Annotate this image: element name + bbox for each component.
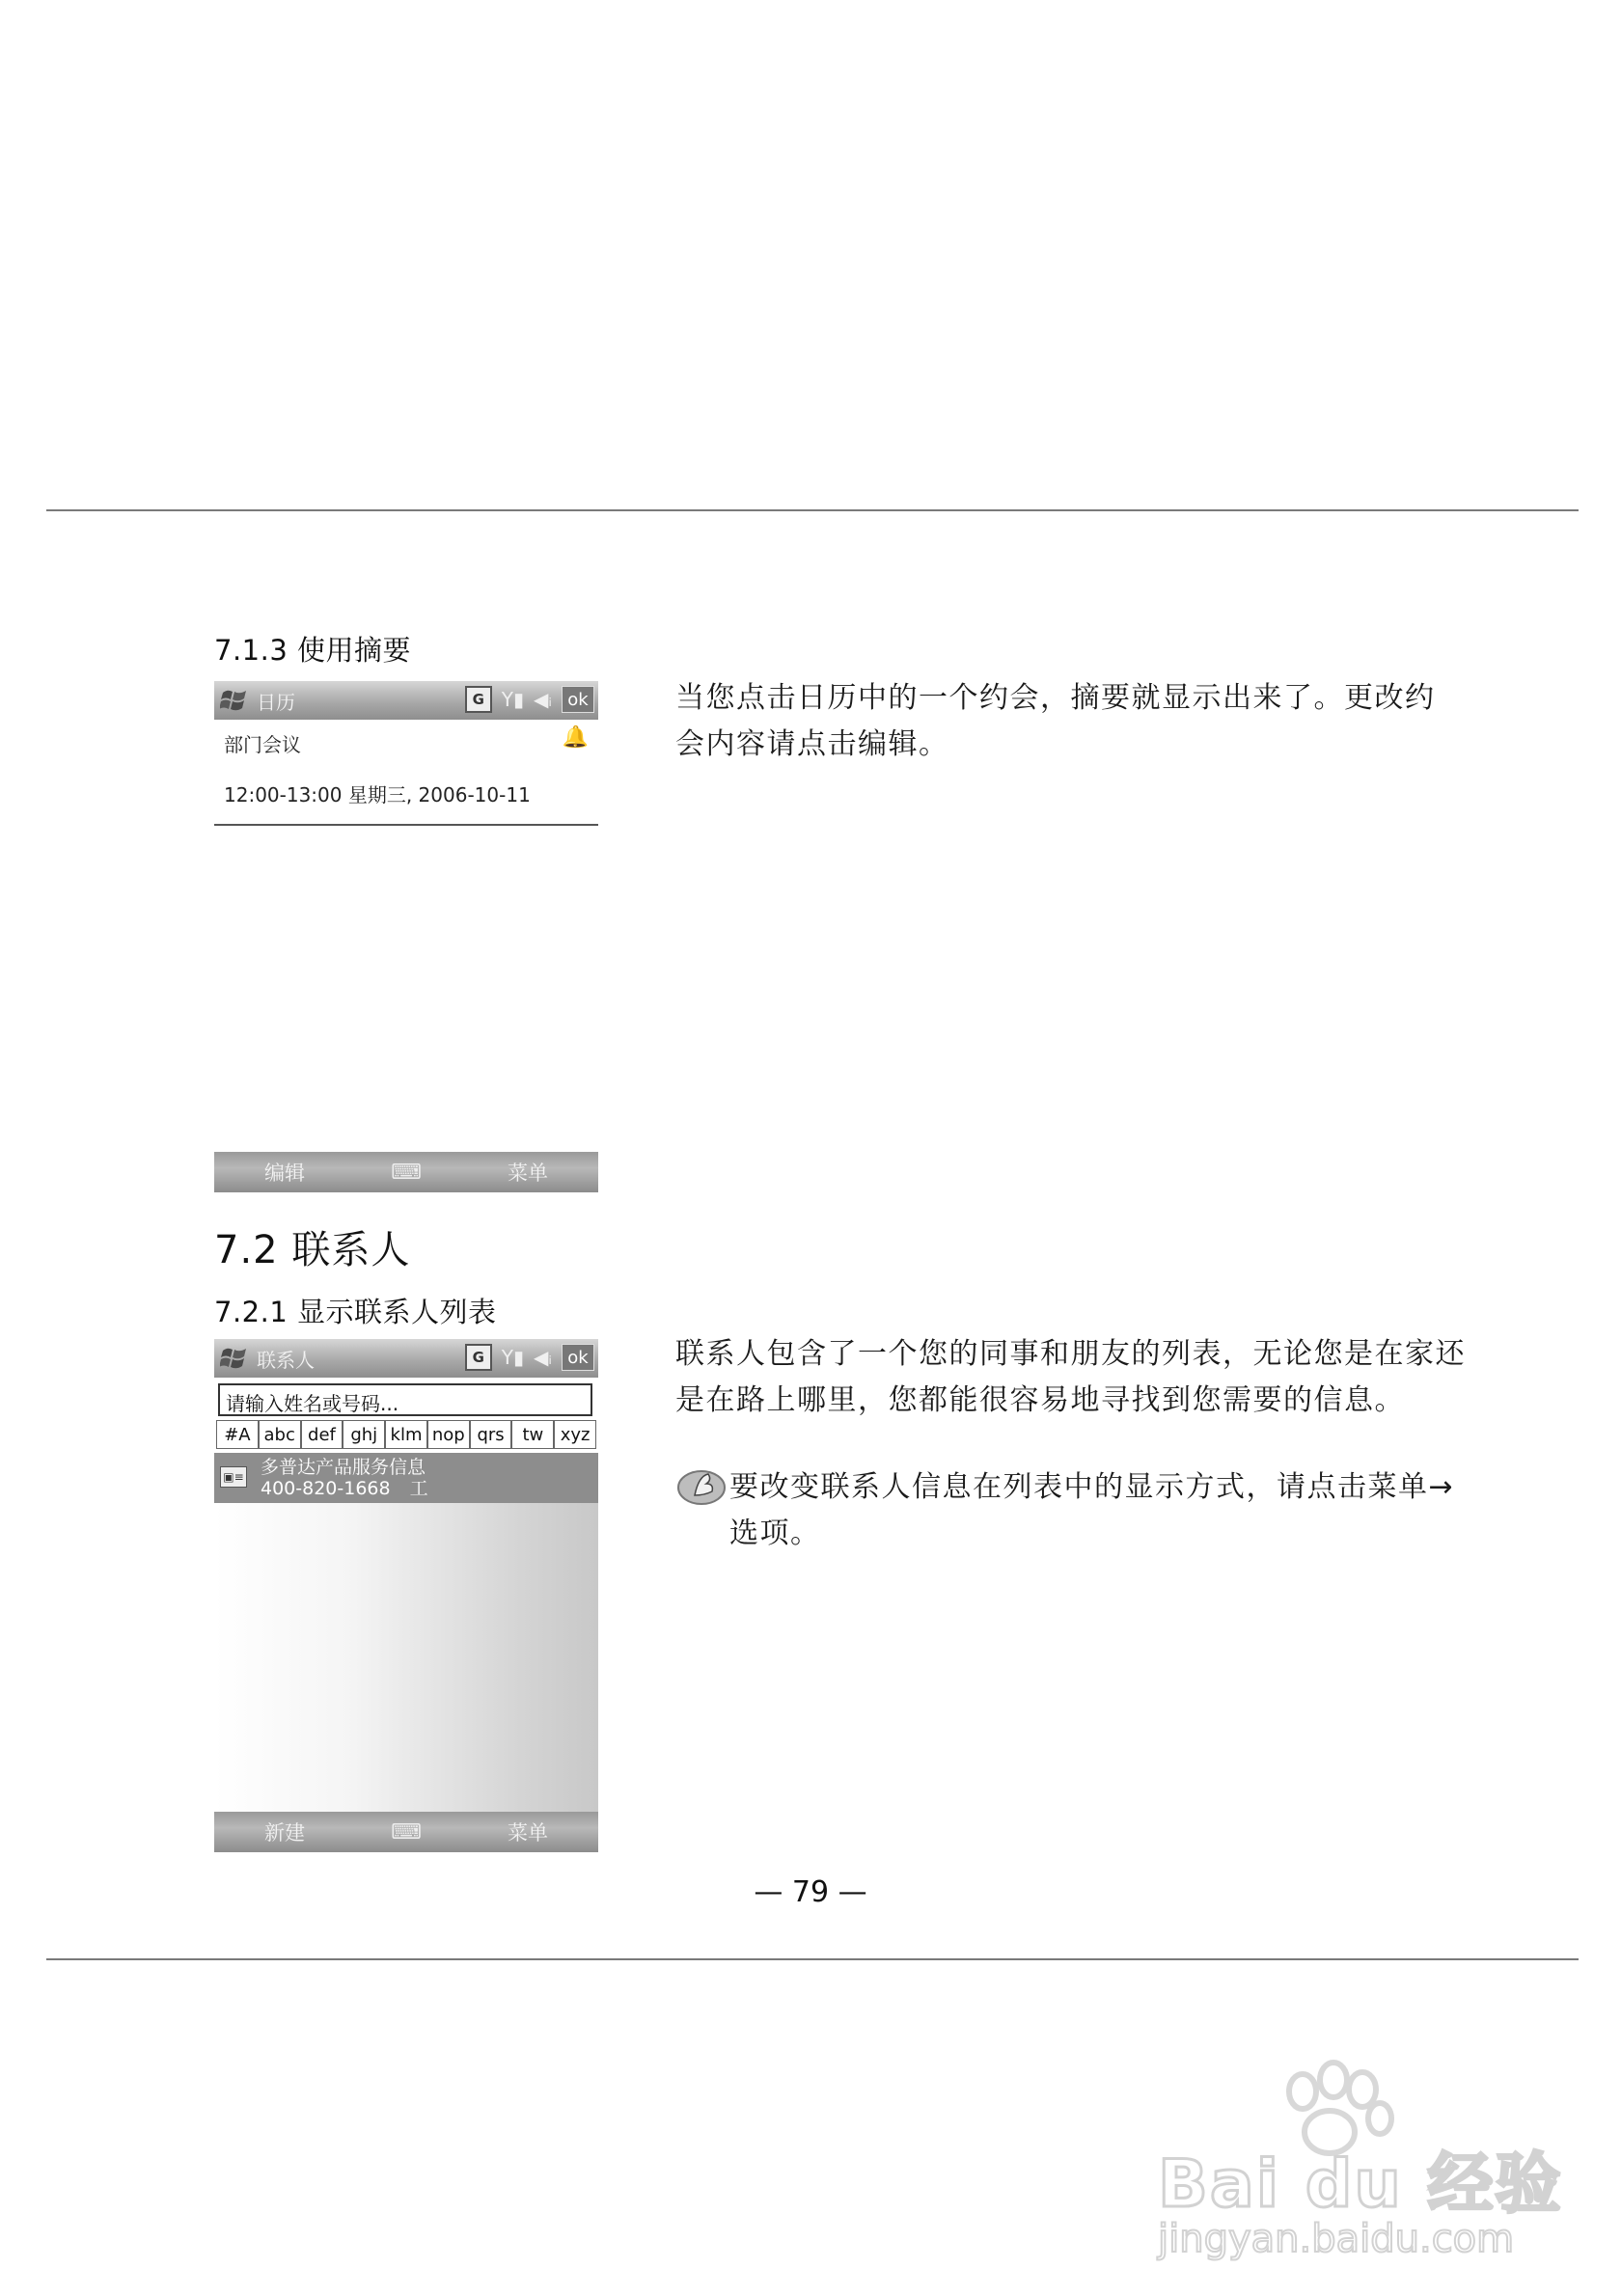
section-713-paragraph-line2: 会内容请点击编辑。 xyxy=(675,727,949,761)
windows-logo-icon[interactable] xyxy=(218,1343,251,1374)
summary-divider xyxy=(214,824,598,826)
tip-text-line2: 选项。 xyxy=(729,1517,821,1550)
contact-card-icon: ▣≡ xyxy=(220,1466,247,1488)
page-number: — 79 — xyxy=(754,1875,867,1909)
contact-search-input[interactable]: 请输入姓名或号码... xyxy=(218,1383,592,1416)
section-713-heading: 7.1.3 使用摘要 xyxy=(214,634,412,667)
contact-phone: 400-820-1668 xyxy=(261,1478,391,1499)
bottom-rule xyxy=(46,1958,1579,1960)
signal-icon[interactable]: Y▮ xyxy=(501,1346,525,1369)
keyboard-icon[interactable]: ⌨ xyxy=(391,1160,422,1185)
contacts-softkey-bar xyxy=(214,1812,598,1852)
event-name: 部门会议 xyxy=(224,733,301,756)
top-rule xyxy=(46,509,1579,511)
tip-icon xyxy=(675,1466,724,1505)
gprs-icon[interactable]: G xyxy=(465,686,492,713)
section-713-paragraph-line1: 当您点击日历中的一个约会，摘要就显示出来了。更改约 xyxy=(675,681,1436,715)
alpha-tab-def[interactable]: def xyxy=(301,1420,343,1449)
alphabet-tabs xyxy=(216,1420,596,1449)
calendar-softkey-bar xyxy=(214,1152,598,1192)
alpha-tab-klm[interactable]: klm xyxy=(385,1420,427,1449)
edit-softkey[interactable]: 编辑 xyxy=(264,1162,305,1185)
reminder-bell-icon: 🔔 xyxy=(562,725,589,750)
event-time: 12:00-13:00 星期三, 2006-10-11 xyxy=(224,783,531,806)
keyboard-icon[interactable]: ⌨ xyxy=(391,1819,422,1845)
alpha-tab-abc[interactable]: abc xyxy=(259,1420,301,1449)
tip-text xyxy=(729,1464,1579,1557)
contact-list-empty-area xyxy=(214,1503,598,1812)
section-713-paragraph xyxy=(675,675,1544,768)
contact-name: 多普达产品服务信息 xyxy=(261,1457,426,1478)
section-721-paragraph-line2: 是在路上哪里，您都能很容易地寻找到您需要的信息。 xyxy=(675,1383,1405,1417)
volume-icon[interactable]: ◀ᵢ xyxy=(534,688,552,711)
contacts-titlebar xyxy=(214,1339,598,1378)
alpha-tab-hash-a[interactable]: #A xyxy=(216,1420,259,1449)
section-721-paragraph xyxy=(675,1331,1563,1424)
calendar-titlebar xyxy=(214,681,598,720)
gprs-icon[interactable]: G xyxy=(465,1344,492,1371)
section-721-heading: 7.2.1 显示联系人列表 xyxy=(214,1296,497,1328)
contacts-title: 联系人 xyxy=(257,1348,315,1372)
watermark-url: jingyan.baidu.com xyxy=(1158,2217,1515,2261)
menu-softkey[interactable]: 菜单 xyxy=(507,1821,548,1845)
calendar-title: 日历 xyxy=(257,690,295,714)
ok-button[interactable]: ok xyxy=(562,1344,594,1371)
ok-button[interactable]: ok xyxy=(562,686,594,713)
baidu-watermark xyxy=(1158,1987,1563,2277)
contact-list-item[interactable] xyxy=(214,1453,598,1503)
section-72-heading: 7.2 联系人 xyxy=(214,1228,411,1272)
alpha-tab-tw[interactable]: tw xyxy=(511,1420,554,1449)
contact-phone-type: 工 xyxy=(409,1478,428,1499)
signal-icon[interactable]: Y▮ xyxy=(501,688,525,711)
windows-logo-icon[interactable] xyxy=(218,685,251,716)
menu-softkey[interactable]: 菜单 xyxy=(507,1162,548,1185)
section-721-paragraph-line1: 联系人包含了一个您的同事和朋友的列表，无论您是在家还 xyxy=(675,1337,1466,1371)
tip-text-line1: 要改变联系人信息在列表中的显示方式，请点击菜单→ xyxy=(729,1470,1455,1504)
watermark-brand: Bai du 经验 xyxy=(1158,2146,1563,2223)
calendar-summary-screenshot xyxy=(214,681,598,1192)
volume-icon[interactable]: ◀ᵢ xyxy=(534,1346,552,1369)
alpha-tab-nop[interactable]: nop xyxy=(427,1420,470,1449)
alpha-tab-ghj[interactable]: ghj xyxy=(343,1420,385,1449)
contact-phone-line xyxy=(261,1478,428,1499)
alpha-tab-qrs[interactable]: qrs xyxy=(470,1420,512,1449)
new-softkey[interactable]: 新建 xyxy=(264,1821,305,1845)
contacts-list-screenshot xyxy=(214,1339,598,1852)
alpha-tab-xyz[interactable]: xyz xyxy=(554,1420,596,1449)
